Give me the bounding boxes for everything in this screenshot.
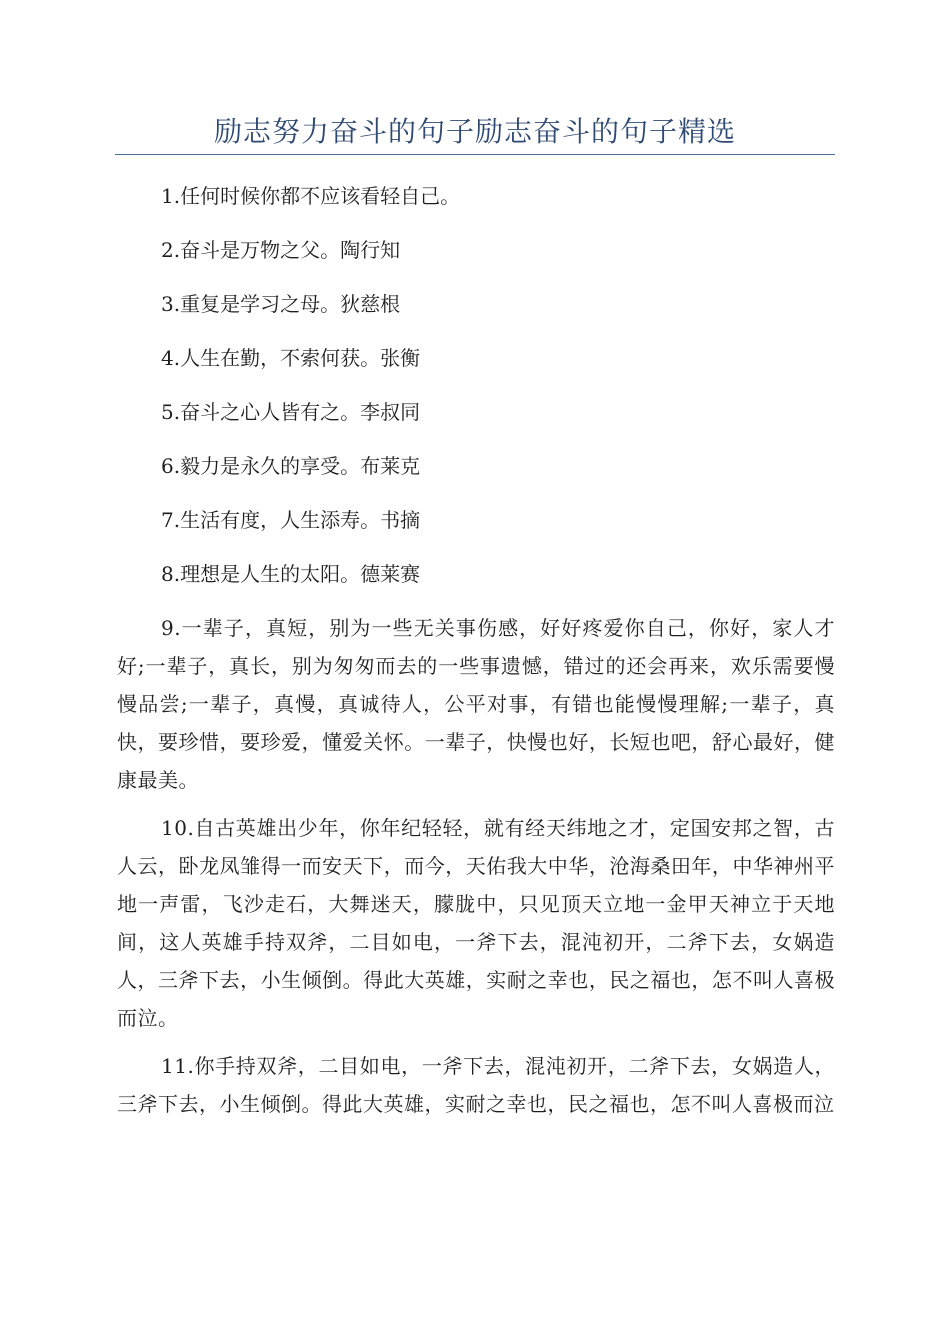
- title-underline: [115, 154, 835, 155]
- paragraph-item: 9.一辈子，真短，别为一些无关事伤感，好好疼爱你自己，你好，家人才好;一辈子，真长，别为匆匆而去的一些事遗憾，错过的还会再来，欢乐需要慢慢品尝;一辈子，真慢，真诚待人，公平对事，有错也能慢慢理解;一辈子，真快，要珍惜，要珍爱，懂爱关怀。一辈子，快慢也好，长短也吧，舒心最好，健康最美。: [117, 616, 835, 792]
- page-title: 励志努力奋斗的句子励志奋斗的句子精选: [213, 115, 736, 148]
- paragraph-item: 10.自古英雄出少年，你年纪轻轻，就有经天纬地之才，定国安邦之智，古人云，卧龙凤雏得一而安天下，而今，天佑我大中华，沧海桑田年，中华神州平地一声雷，飞沙走石，大舞迷天，朦胧中，只见顶天立地一金甲天神立于天地间，这人英雄手持双斧，二目如电，一斧下去，混沌初开，二斧下去，女娲造人，三斧下去，小生倾倒。得此大英雄，实耐之幸也，民之福也，怎不叫人喜极而泣。: [117, 816, 835, 1030]
- list-item: 7.生活有度，人生添寿。书摘: [161, 508, 421, 532]
- list-item: 6.毅力是永久的享受。布莱克: [161, 454, 421, 478]
- list-item: 3.重复是学习之母。狄慈根: [161, 292, 401, 316]
- list-item: 8.理想是人生的太阳。德莱赛: [161, 562, 421, 586]
- list-item: 4.人生在勤，不索何获。张衡: [161, 346, 421, 370]
- document-body: [117, 177, 835, 1133]
- paragraph-item: 11.你手持双斧，二目如电，一斧下去，混沌初开，二斧下去，女娲造人，三斧下去，小生倾倒。得此大英雄，实耐之幸也，民之福也，怎不叫人喜极而泣: [117, 1054, 835, 1116]
- list-item: 2.奋斗是万物之父。陶行知: [161, 238, 401, 262]
- list-item: 1.任何时候你都不应该看轻自己。: [161, 184, 461, 208]
- list-item: 5.奋斗之心人皆有之。李叔同: [161, 400, 421, 424]
